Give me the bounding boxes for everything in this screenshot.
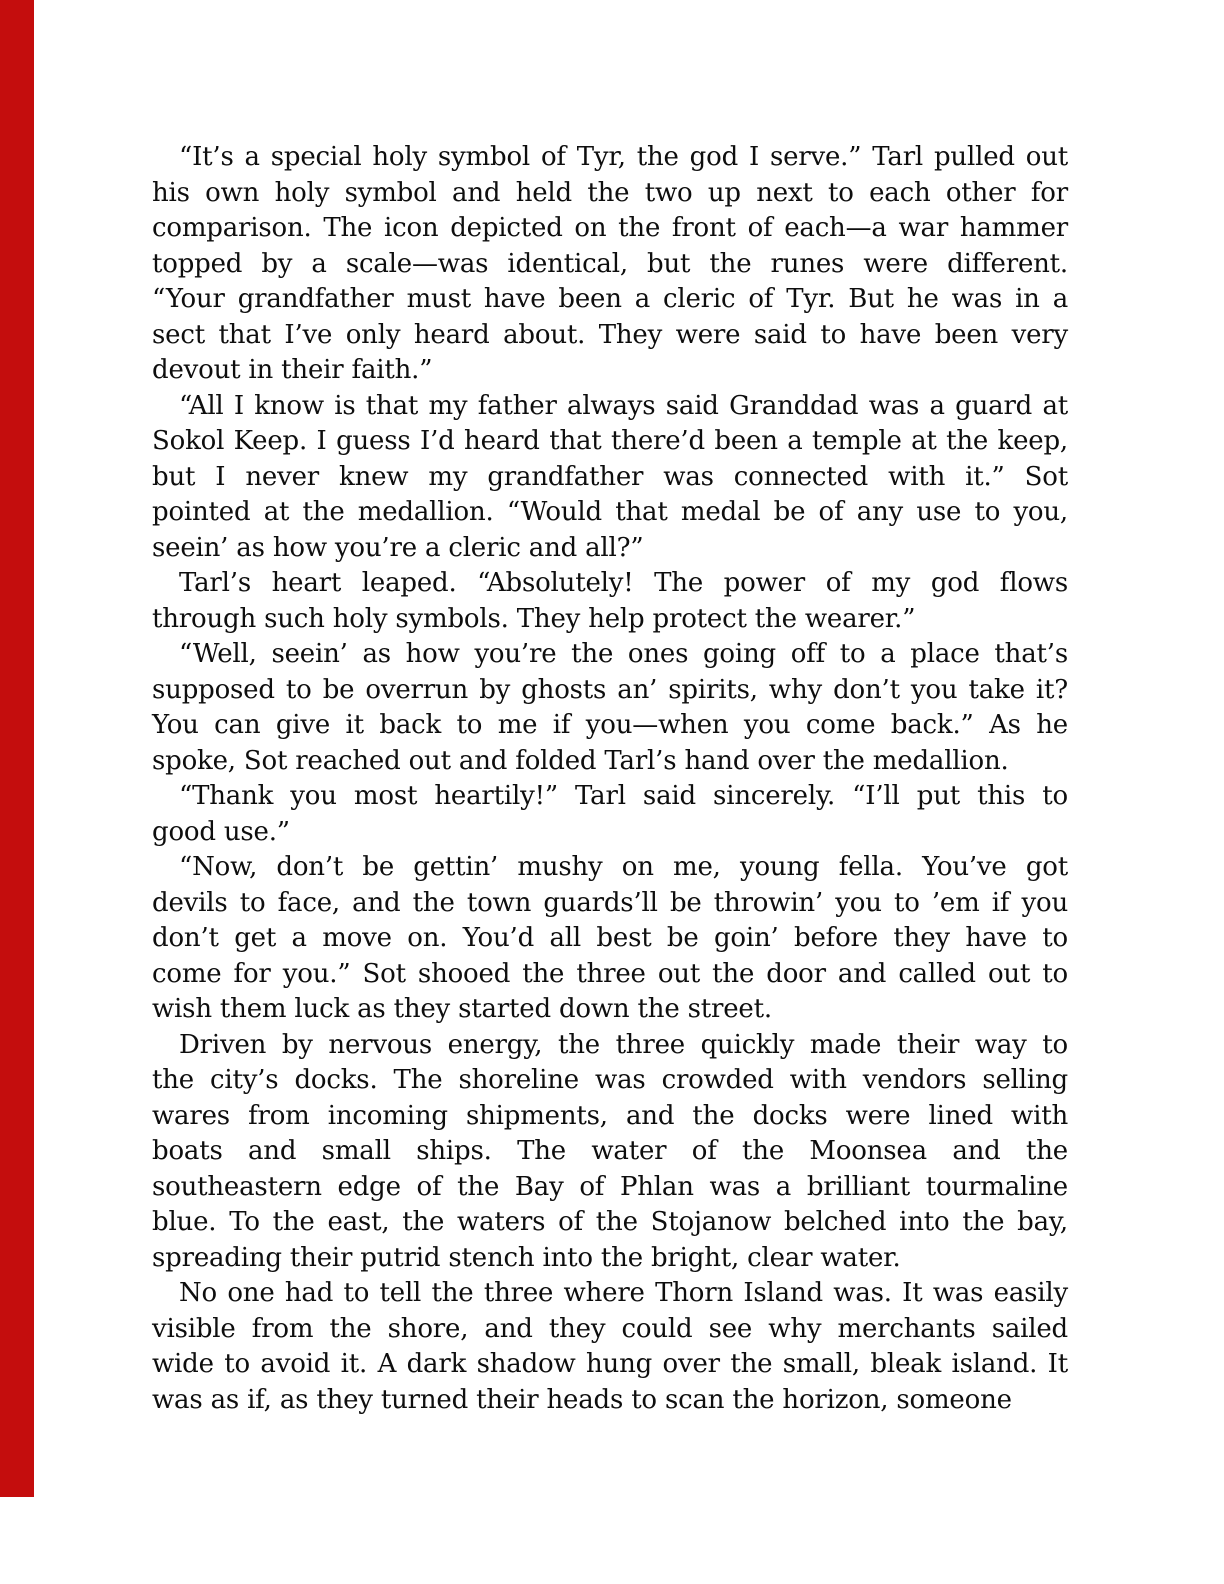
text-line: Sokol Keep. I guess I’d heard that there’d been a temple at the keep, bbox=[152, 426, 1068, 456]
page-text bbox=[152, 140, 1068, 1418]
text-line: No one had to tell the three where Thorn Island was. It was easily bbox=[179, 1278, 1068, 1308]
text-line: through such holy symbols. They help protect the wearer.” bbox=[152, 603, 916, 634]
paragraph bbox=[152, 140, 1068, 389]
text-line: devout in their faith.” bbox=[152, 355, 433, 385]
text-line: supposed to be overrun by ghosts an’ spirits, why don’t you take it? bbox=[152, 674, 1068, 705]
paragraph bbox=[152, 389, 1068, 567]
left-accent-bar bbox=[0, 0, 34, 1497]
paragraph bbox=[152, 850, 1068, 1028]
text-line: don’t get a move on. You’d all best be goin’ before they have to bbox=[152, 923, 1068, 953]
text-line: wide to avoid it. A dark shadow hung over the small, bleak island. It bbox=[152, 1349, 1068, 1379]
text-line: “Your grandfather must have been a cleric of Tyr. But he was in a bbox=[152, 284, 1068, 314]
text-line: wish them luck as they started down the street. bbox=[152, 994, 772, 1024]
text-line: come for you.” Sot shooed the three out the door and called out to bbox=[152, 958, 1068, 989]
paragraph bbox=[152, 1028, 1068, 1277]
text-line: Tarl’s heart leaped. “Absolutely! The power of my god flows bbox=[179, 568, 1068, 598]
text-line: “Thank you most heartily!” Tarl said sincerely. “I’ll put this to bbox=[179, 781, 1068, 811]
text-line: devils to face, and the town guards’ll be throwin’ you to ’em if you bbox=[152, 887, 1068, 918]
paragraph bbox=[152, 779, 1068, 850]
text-line: sect that I’ve only heard about. They were said to have been very bbox=[152, 319, 1068, 350]
text-line: blue. To the east, the waters of the Stojanow belched into the bay, bbox=[152, 1207, 1068, 1237]
text-line: topped by a scale—was identical, but the runes were different. bbox=[152, 248, 1068, 279]
text-line: was as if, as they turned their heads to scan the horizon, someone bbox=[152, 1384, 1012, 1415]
paragraph bbox=[152, 1276, 1068, 1418]
text-line: wares from incoming shipments, and the docks were lined with bbox=[152, 1100, 1068, 1131]
text-line: visible from the shore, and they could see why merchants sailed bbox=[152, 1313, 1068, 1344]
text-line: “Well, seein’ as how you’re the ones going off to a place that’s bbox=[179, 639, 1068, 669]
text-line: seein’ as how you’re a cleric and all?” bbox=[152, 532, 644, 563]
paragraph bbox=[152, 566, 1068, 637]
text-line: “Now, don’t be gettin’ mushy on me, young fella. You’ve got bbox=[179, 852, 1068, 882]
text-line: the city’s docks. The shoreline was crowded with vendors selling bbox=[152, 1065, 1068, 1095]
text-line: his own holy symbol and held the two up next to each other for bbox=[152, 177, 1068, 208]
text-line: “It’s a special holy symbol of Tyr, the god I serve.” Tarl pulled out bbox=[179, 142, 1068, 172]
text-line: You can give it back to me if you—when you come back.” As he bbox=[152, 710, 1068, 740]
text-line: comparison. The icon depicted on the front of each—a war hammer bbox=[152, 213, 1068, 243]
text-line: Driven by nervous energy, the three quickly made their way to bbox=[179, 1029, 1068, 1060]
text-line: pointed at the medallion. “Would that medal be of any use to you, bbox=[152, 497, 1068, 527]
paragraph bbox=[152, 637, 1068, 779]
text-line: but I never knew my grandfather was connected with it.” Sot bbox=[152, 461, 1068, 492]
text-line: spreading their putrid stench into the bright, clear water. bbox=[152, 1242, 901, 1273]
text-line: spoke, Sot reached out and folded Tarl’s hand over the medallion. bbox=[152, 745, 1009, 776]
text-line: “All I know is that my father always said Granddad was a guard at bbox=[179, 390, 1068, 421]
text-line: boats and small ships. The water of the Moonsea and the bbox=[152, 1136, 1068, 1166]
text-line: southeastern edge of the Bay of Phlan was a brilliant tourmaline bbox=[152, 1171, 1068, 1202]
text-line: good use.” bbox=[152, 816, 290, 847]
